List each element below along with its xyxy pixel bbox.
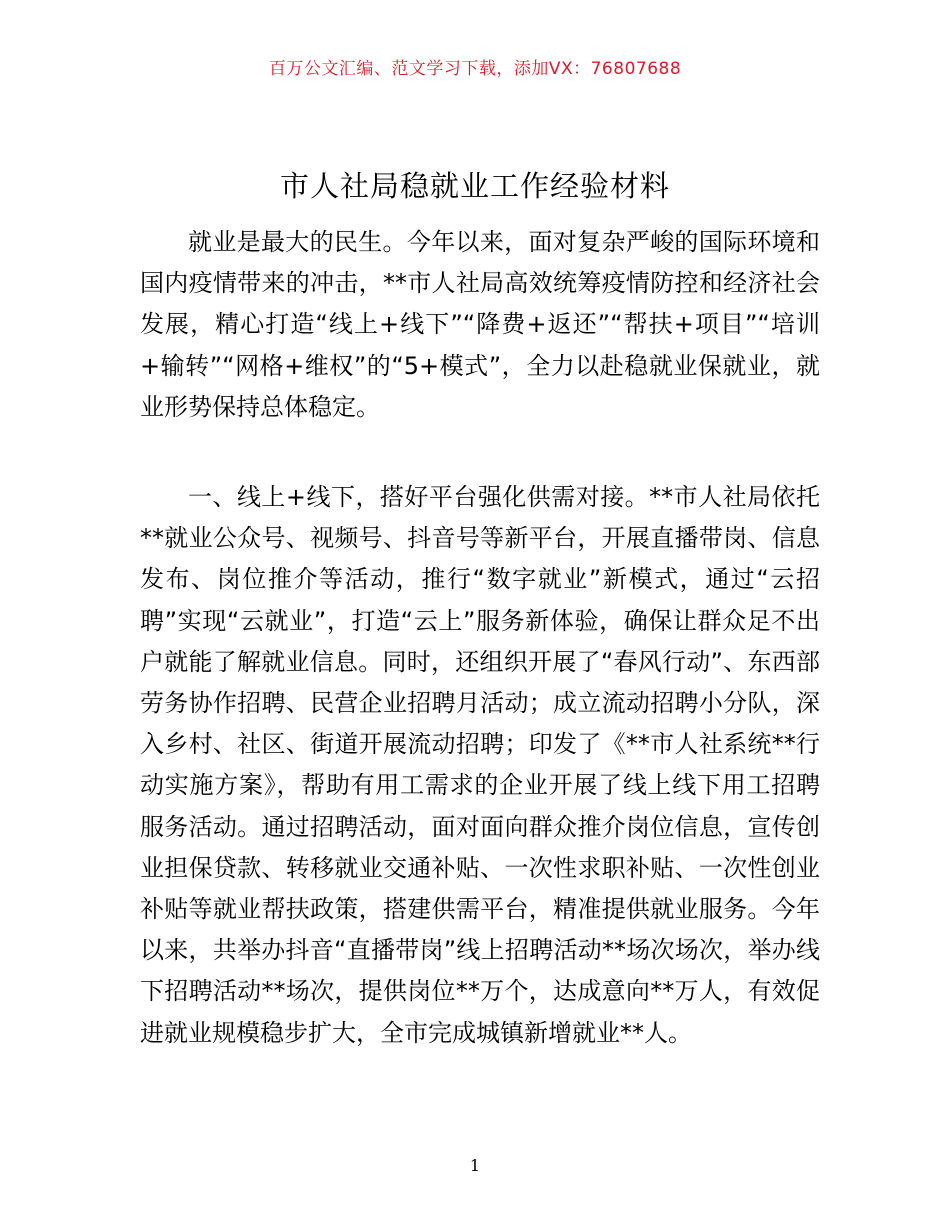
paragraph-intro: 就业是最大的民生。今年以来，面对复杂严峻的国际环境和国内疫情带来的冲击，**市人社局高效统筹疫情防控和经济社会发展，精心打造“线上+线下”“降费+返还”“帮扶+项目”“培训+输转”“网格+维权”的“5+模式”，全力以赴稳就业保就业，就业形势保持总体稳定。 (140, 228, 820, 421)
paragraph-section-1: 一、线上+线下，搭好平台强化供需对接。**市人社局依托**就业公众号、视频号、抖音号等新平台，开展直播带岗、信息发布、岗位推介等活动，推行“数字就业”新模式，通过“云招聘”实现“云就业”，打造“云上”服务新体验，确保让群众足不出户就能了解就业信息。同时，还组织开展了“春风行动”、东西部劳务协作招聘、民营企业招聘月活动；成立流动招聘小分队，深入乡村、社区、街道开展流动招聘；印发了《**市人社系统**行动实施方案》，帮助有用工需求的企业开展了线上线下用工招聘服务活动。通过招聘活动，面对面向群众推介岗位信息，宣传创业担保贷款、转移就业交通补贴、一次性求职补贴、一次性创业补贴等就业帮扶政策，搭建供需平台，精准提供就业服务。今年以来，共举办抖音“直播带岗”线上招聘活动**场次场次，举办线下招聘活动**场次，提供岗位**万个，达成意向**万人，有效促进就业规模稳步扩大，全市完成城镇新增就业**人。 (140, 483, 820, 1047)
document-title: 市人社局稳就业工作经验材料 (279, 169, 670, 203)
header-promo-note: 百万公文汇编、范文学习下载，添加VX：76807688 (268, 59, 682, 79)
page-number: 1 (469, 1156, 481, 1175)
